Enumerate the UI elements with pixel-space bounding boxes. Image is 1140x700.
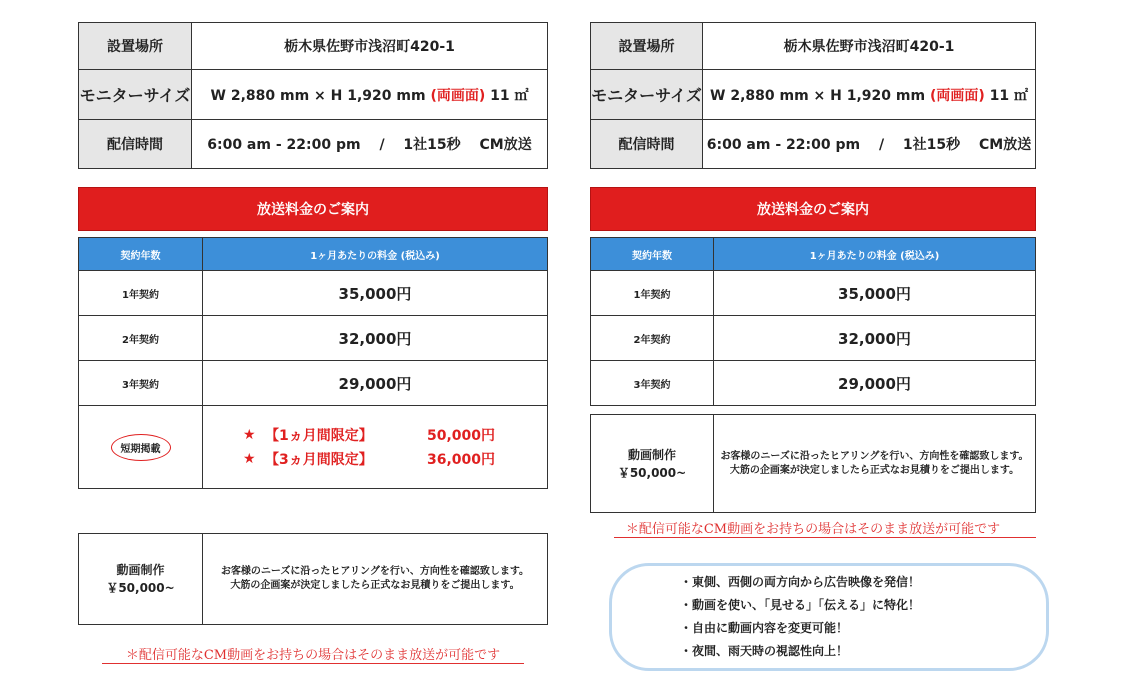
short-term-offers [203, 406, 548, 489]
location-value: 栃木県佐野市浅沼町420-1 [703, 23, 1036, 70]
short-term-label: 短期掲載 [111, 434, 171, 461]
location-value: 栃木県佐野市浅沼町420-1 [192, 23, 548, 70]
feature-item: ・東側、西側の両方向から広告映像を発信！ [680, 575, 921, 589]
header-price: 1ヶ月あたりの料金 (税込み) [203, 238, 548, 271]
production-price: ￥50,000~ [106, 581, 175, 595]
time-value: 6:00 am - 22:00 pm / 1社15秒 CM放送 [703, 120, 1036, 169]
monitor-size: W 2,880 mm × H 1,920 mm [710, 87, 926, 104]
production-title: 動画制作 [116, 563, 165, 577]
monitor-area: 11 ㎡ [989, 87, 1028, 104]
production-title-cell [591, 415, 714, 513]
feature-item: ・動画を使い、「見せる」「伝える」に特化！ [680, 598, 921, 612]
price-3yr: 29,000円 [203, 361, 548, 406]
cm-note-underline [614, 537, 1036, 538]
header-term: 契約年数 [591, 238, 714, 271]
header-term: 契約年数 [79, 238, 203, 271]
feature-item: ・夜間、雨天時の視認性向上！ [680, 644, 849, 658]
feature-item: ・自由に動画内容を変更可能！ [680, 621, 849, 635]
production-desc-1: お客様のニーズに沿ったヒアリングを行い、方向性を確認致します。 [220, 566, 530, 577]
location-label: 設置場所 [79, 23, 192, 70]
star-icon: ★ [243, 451, 256, 467]
production-title: 動画制作 [627, 447, 676, 462]
production-desc-cell [714, 415, 1036, 513]
star-icon: ★ [243, 427, 256, 443]
monitor-sides: (両画面) [430, 87, 486, 104]
pricing-banner: 放送料金のご案内 [78, 187, 548, 231]
location-label: 設置場所 [591, 23, 703, 70]
price-1yr: 35,000円 [714, 271, 1036, 316]
production-desc-2: 大筋の企画案が決定しましたら正式なお見積りをご提出します。 [230, 580, 520, 591]
production-desc-cell [203, 534, 548, 625]
monitor-sides: (両画面) [929, 87, 985, 104]
monitor-value [703, 70, 1036, 120]
right-info-table [590, 22, 1036, 169]
price-3yr: 29,000円 [714, 361, 1036, 406]
production-desc-1: お客様のニーズに沿ったヒアリングを行い、方向性を確認致します。 [720, 450, 1029, 462]
price-2yr: 32,000円 [714, 316, 1036, 361]
monitor-area: 11 ㎡ [490, 87, 529, 104]
term-1yr: 1年契約 [79, 271, 203, 316]
monitor-value [192, 70, 548, 120]
cm-note-underline [102, 663, 524, 664]
cm-note: ＊配信可能なCM動画をお持ちの場合はそのまま放送が可能です [125, 648, 501, 663]
term-2yr: 2年契約 [79, 316, 203, 361]
term-1yr: 1年契約 [591, 271, 714, 316]
right-price-table [590, 237, 1036, 406]
left-production-table [78, 533, 548, 625]
right-production-table [590, 414, 1036, 513]
term-3yr: 3年契約 [79, 361, 203, 406]
left-price-table [78, 237, 548, 489]
time-value: 6:00 am - 22:00 pm / 1社15秒 CM放送 [192, 120, 548, 169]
features-box [609, 563, 1049, 671]
price-2yr: 32,000円 [203, 316, 548, 361]
left-info-table [78, 22, 548, 169]
time-label: 配信時間 [79, 120, 192, 169]
time-label: 配信時間 [591, 120, 703, 169]
term-2yr: 2年契約 [591, 316, 714, 361]
term-3yr: 3年契約 [591, 361, 714, 406]
offer-1month: ★ 【1ヵ月間限定】 50,000円 [243, 427, 495, 444]
short-term-cell [79, 406, 203, 489]
production-price: ￥50,000~ [617, 465, 687, 480]
monitor-label: モニターサイズ [79, 70, 192, 120]
offer-3month: ★ 【3ヵ月間限定】 36,000円 [243, 451, 495, 468]
pricing-banner: 放送料金のご案内 [590, 187, 1036, 231]
price-1yr: 35,000円 [203, 271, 548, 316]
header-price: 1ヶ月あたりの料金 (税込み) [714, 238, 1036, 271]
monitor-size: W 2,880 mm × H 1,920 mm [210, 87, 426, 104]
cm-note: ＊配信可能なCM動画をお持ちの場合はそのまま放送が可能です [625, 522, 1001, 537]
production-title-cell [79, 534, 203, 625]
monitor-label: モニターサイズ [591, 70, 703, 120]
production-desc-2: 大筋の企画案が決定しましたら正式なお見積りをご提出します。 [729, 464, 1020, 476]
